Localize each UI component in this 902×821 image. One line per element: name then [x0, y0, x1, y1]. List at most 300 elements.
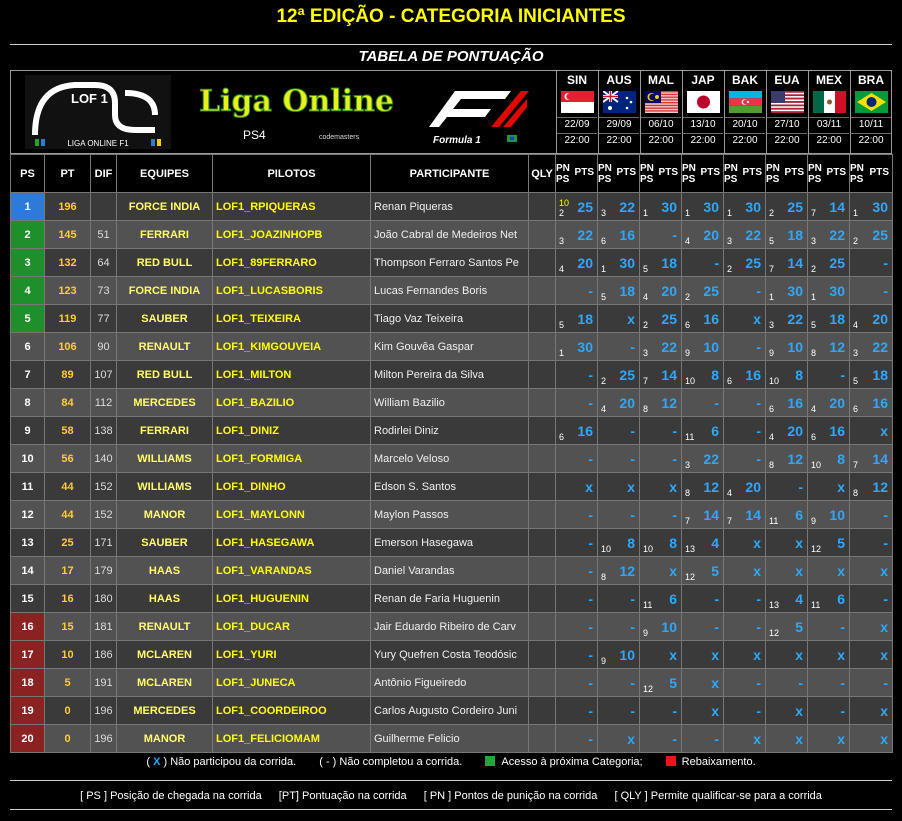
team-cell: MCLAREN: [117, 641, 213, 669]
race-points: x: [753, 563, 761, 579]
position-cell: 2: [11, 221, 45, 249]
brazil-flag-icon: [855, 91, 888, 113]
race-position: 6: [727, 376, 733, 386]
legend-red: Rebaixamento.: [666, 756, 756, 768]
race-position: 4: [601, 404, 607, 414]
race-points: -: [756, 619, 761, 635]
ps-label: PS: [598, 173, 612, 185]
position-cell: 20: [11, 725, 45, 753]
race-header-sin: [556, 71, 597, 153]
position-cell: 12: [11, 501, 45, 529]
race-result-cell: [766, 697, 808, 725]
race-position: 2: [727, 264, 733, 274]
table-row: [11, 249, 893, 277]
qly-cell: [529, 249, 556, 277]
pilot-cell: LOF1_LUCASBORIS: [213, 277, 371, 305]
race-position: 9: [643, 628, 649, 638]
race-points: -: [588, 619, 593, 635]
race-position: 2: [853, 236, 859, 246]
ps-label: PS: [850, 173, 864, 185]
race-result-cell: [850, 501, 893, 529]
race-position: 3: [811, 236, 817, 246]
points-cell: 15: [45, 613, 91, 641]
race-result-cell: [724, 669, 766, 697]
race-result-cell: [640, 557, 682, 585]
race-points: -: [798, 479, 803, 495]
race-position: 4: [685, 236, 691, 246]
race-points: -: [630, 619, 635, 635]
table-row: [11, 613, 893, 641]
race-points: -: [630, 703, 635, 719]
diff-cell: 171: [91, 529, 117, 557]
race-points: -: [840, 367, 845, 383]
race-result-cell: [640, 529, 682, 557]
points-cell: 196: [45, 193, 91, 221]
race-points: x: [711, 647, 719, 663]
race-result-cell: [766, 389, 808, 417]
race-position: 3: [769, 320, 775, 330]
race-position: 3: [643, 348, 649, 358]
points-cell: 58: [45, 417, 91, 445]
race-points: 12: [703, 479, 719, 495]
race-points: 22: [872, 339, 888, 355]
race-result-cell: [682, 445, 724, 473]
race-points: -: [588, 283, 593, 299]
participant-cell: Renan de Faria Huguenin: [371, 585, 529, 613]
table-row: [11, 557, 893, 585]
race-result-cell: [724, 445, 766, 473]
diff-cell: 186: [91, 641, 117, 669]
race-result-cell: [724, 725, 766, 753]
race-date: 06/10: [641, 117, 681, 133]
qly-cell: [529, 473, 556, 501]
race-points: 6: [669, 591, 677, 607]
ps-label: PS: [682, 173, 696, 185]
pilot-cell: LOF1_DINIZ: [213, 417, 371, 445]
team-cell: MERCEDES: [117, 697, 213, 725]
position-cell: 9: [11, 417, 45, 445]
race-position: 7: [727, 516, 733, 526]
race-result-cell: [850, 697, 893, 725]
race-result-cell: [808, 361, 850, 389]
race-result-cell: [682, 417, 724, 445]
race-result-cell: [850, 389, 893, 417]
race-points: 4: [795, 591, 803, 607]
qly-cell: [529, 613, 556, 641]
race-position: 5: [811, 320, 817, 330]
race-position: 10: [601, 544, 612, 554]
col-race-bak: [724, 155, 766, 193]
race-points: 12: [661, 395, 677, 411]
participant-cell: Carlos Augusto Cordeiro Juni: [371, 697, 529, 725]
race-result-cell: [556, 557, 598, 585]
race-points: -: [714, 619, 719, 635]
race-result-cell: [640, 193, 682, 221]
team-cell: RENAULT: [117, 333, 213, 361]
table-row: [11, 333, 893, 361]
race-result-cell: [556, 641, 598, 669]
race-result-cell: [598, 613, 640, 641]
race-time: 22:00: [851, 133, 891, 149]
pn-label: PN: [850, 162, 864, 174]
race-result-cell: [724, 193, 766, 221]
race-result-cell: [724, 305, 766, 333]
participant-cell: William Bazilio: [371, 389, 529, 417]
race-points: 16: [745, 367, 761, 383]
race-result-cell: [850, 473, 893, 501]
race-date: 13/10: [683, 117, 723, 133]
race-position: 10: [769, 376, 780, 386]
points-cell: 123: [45, 277, 91, 305]
liga-online-logo: [191, 77, 411, 147]
race-result-cell: [850, 305, 893, 333]
race-result-cell: [808, 277, 850, 305]
qly-cell: [529, 669, 556, 697]
race-time: 22:00: [641, 133, 681, 149]
points-cell: 0: [45, 725, 91, 753]
race-date: 29/09: [599, 117, 639, 133]
team-cell: FERRARI: [117, 417, 213, 445]
race-points: -: [840, 619, 845, 635]
race-result-cell: [766, 473, 808, 501]
race-points: -: [630, 423, 635, 439]
race-points: -: [588, 591, 593, 607]
race-result-cell: [724, 641, 766, 669]
race-result-cell: [766, 725, 808, 753]
race-result-cell: [682, 389, 724, 417]
race-position: 13: [769, 600, 780, 610]
race-points: x: [753, 647, 761, 663]
position-cell: 7: [11, 361, 45, 389]
race-points: -: [630, 339, 635, 355]
race-result-cell: [682, 249, 724, 277]
race-result-cell: [850, 585, 893, 613]
pn-label: PN: [556, 162, 570, 174]
race-points: -: [883, 591, 888, 607]
race-points: 22: [619, 199, 635, 215]
race-points: x: [880, 703, 888, 719]
race-code: EUA: [774, 73, 800, 87]
race-result-cell: [640, 361, 682, 389]
points-cell: 119: [45, 305, 91, 333]
race-points: 20: [577, 255, 593, 271]
pilot-cell: LOF1_COORDEIROO: [213, 697, 371, 725]
pilot-cell: LOF1_MAYLONN: [213, 501, 371, 529]
race-result-cell: [850, 361, 893, 389]
race-result-cell: [766, 669, 808, 697]
diff-cell: 180: [91, 585, 117, 613]
race-header-eua: [766, 71, 807, 153]
race-points: x: [880, 619, 888, 635]
race-points: 20: [619, 395, 635, 411]
participant-cell: Maylon Passos: [371, 501, 529, 529]
race-result-cell: [598, 417, 640, 445]
race-position: 8: [811, 348, 817, 358]
race-result-cell: [682, 669, 724, 697]
race-points: 30: [787, 283, 803, 299]
race-points: -: [588, 367, 593, 383]
qly-cell: [529, 557, 556, 585]
race-points: 16: [829, 423, 845, 439]
team-cell: HAAS: [117, 557, 213, 585]
qly-cell: [529, 305, 556, 333]
ps-label: PS: [724, 173, 738, 185]
race-points: -: [672, 703, 677, 719]
race-points: -: [883, 283, 888, 299]
race-position: 12: [769, 628, 780, 638]
points-cell: 44: [45, 501, 91, 529]
race-points: 18: [829, 311, 845, 327]
race-points: 5: [711, 563, 719, 579]
race-points: -: [714, 731, 719, 747]
race-position: 4: [853, 320, 859, 330]
col-ps: PS: [11, 155, 45, 193]
race-points: 5: [837, 535, 845, 551]
pn-label: PN: [808, 162, 822, 174]
qly-cell: [529, 221, 556, 249]
race-position: 6: [601, 236, 607, 246]
race-position: 11: [769, 516, 779, 526]
table-row: [11, 417, 893, 445]
race-result-cell: [850, 669, 893, 697]
pn-label: PN: [682, 162, 696, 174]
race-result-cell: [766, 557, 808, 585]
race-position: 11: [811, 600, 821, 610]
race-position: 1: [643, 208, 649, 218]
pilot-cell: LOF1_YURI: [213, 641, 371, 669]
table-row: [11, 445, 893, 473]
race-position: 8: [643, 404, 649, 414]
points-cell: 0: [45, 697, 91, 725]
table-row: [11, 585, 893, 613]
japan-flag-icon: [687, 91, 720, 113]
race-result-cell: [598, 473, 640, 501]
table-row: [11, 697, 893, 725]
position-cell: 13: [11, 529, 45, 557]
race-result-cell: [598, 445, 640, 473]
legend-ps: [ PS ] Posição de chegada na corrida: [80, 790, 262, 802]
legend: [0, 756, 902, 778]
pn-label: PN: [640, 162, 654, 174]
pts-label: PTS: [658, 167, 678, 178]
race-time: 22:00: [767, 133, 807, 149]
race-position: 2: [685, 292, 691, 302]
race-result-cell: [556, 221, 598, 249]
race-points: -: [588, 731, 593, 747]
race-result-cell: [598, 361, 640, 389]
race-result-cell: [682, 193, 724, 221]
race-result-cell: [682, 501, 724, 529]
race-points: -: [672, 507, 677, 523]
mexico-flag-icon: [813, 91, 846, 113]
position-cell: 10: [11, 445, 45, 473]
race-points: x: [880, 563, 888, 579]
race-result-cell: [598, 725, 640, 753]
race-points: 30: [872, 199, 888, 215]
race-result-cell: [724, 529, 766, 557]
race-position: 3: [685, 460, 691, 470]
race-result-cell: [850, 277, 893, 305]
usa-flag-icon: [771, 91, 804, 113]
svg-text:PS4: PS4: [243, 128, 266, 142]
race-position: 12: [685, 572, 696, 582]
points-cell: 44: [45, 473, 91, 501]
race-result-cell: [682, 305, 724, 333]
race-points: 25: [787, 199, 803, 215]
team-cell: FORCE INDIA: [117, 277, 213, 305]
race-points: -: [588, 395, 593, 411]
race-code: SIN: [566, 73, 587, 87]
race-points: 20: [872, 311, 888, 327]
race-position: 2: [559, 208, 565, 218]
diff-cell: 152: [91, 473, 117, 501]
race-result-cell: [724, 333, 766, 361]
pilot-cell: LOF1_MILTON: [213, 361, 371, 389]
pts-label: PTS: [826, 167, 846, 178]
qly-cell: [529, 725, 556, 753]
race-points: -: [883, 507, 888, 523]
race-header-aus: [598, 71, 639, 153]
qly-cell: [529, 333, 556, 361]
race-points: 6: [795, 507, 803, 523]
participant-cell: Emerson Hasegawa: [371, 529, 529, 557]
race-points: x: [627, 479, 635, 495]
race-points: x: [669, 479, 677, 495]
race-position: 10: [685, 376, 696, 386]
race-points: 18: [661, 255, 677, 271]
race-result-cell: [808, 249, 850, 277]
race-points: 18: [619, 283, 635, 299]
race-result-cell: [724, 389, 766, 417]
team-cell: SAUBER: [117, 529, 213, 557]
race-position: 4: [559, 264, 565, 274]
race-points: x: [837, 647, 845, 663]
race-result-cell: [556, 473, 598, 501]
position-cell: 3: [11, 249, 45, 277]
race-result-cell: [556, 361, 598, 389]
race-points: 10: [787, 339, 803, 355]
race-time: 22:00: [599, 133, 639, 149]
race-result-cell: [682, 333, 724, 361]
race-time: 22:00: [683, 133, 723, 149]
race-points: 8: [627, 535, 635, 551]
race-code: AUS: [606, 73, 632, 87]
race-points: 22: [745, 227, 761, 243]
race-points: 16: [787, 395, 803, 411]
race-result-cell: [850, 725, 893, 753]
race-result-cell: [556, 193, 598, 221]
race-result-cell: [598, 221, 640, 249]
race-result-cell: [808, 557, 850, 585]
race-result-cell: [640, 697, 682, 725]
position-cell: 11: [11, 473, 45, 501]
race-result-cell: [766, 221, 808, 249]
race-result-cell: [598, 193, 640, 221]
pts-label: PTS: [869, 167, 889, 178]
race-points: 20: [787, 423, 803, 439]
team-cell: SAUBER: [117, 305, 213, 333]
race-points: x: [627, 311, 635, 327]
table-row: [11, 305, 893, 333]
race-position: 3: [727, 236, 733, 246]
diff-cell: 64: [91, 249, 117, 277]
participant-cell: Milton Pereira da Silva: [371, 361, 529, 389]
points-cell: 5: [45, 669, 91, 697]
pilot-cell: LOF1_BAZILIO: [213, 389, 371, 417]
race-result-cell: [598, 501, 640, 529]
race-position: 4: [769, 432, 775, 442]
race-result-cell: [724, 361, 766, 389]
team-cell: WILLIAMS: [117, 445, 213, 473]
col-pt: PT: [45, 155, 91, 193]
qly-cell: [529, 697, 556, 725]
pn-label: PN: [724, 162, 738, 174]
race-points: -: [672, 731, 677, 747]
race-result-cell: [598, 529, 640, 557]
race-result-cell: [808, 389, 850, 417]
race-position: 10: [811, 460, 822, 470]
diff-cell: 152: [91, 501, 117, 529]
race-position: 11: [685, 432, 695, 442]
table-row: [11, 725, 893, 753]
race-position: 5: [769, 236, 775, 246]
race-points: x: [880, 731, 888, 747]
race-points: -: [883, 675, 888, 691]
diff-cell: 107: [91, 361, 117, 389]
participant-cell: Lucas Fernandes Boris: [371, 277, 529, 305]
col-race-mex: [808, 155, 850, 193]
team-cell: MANOR: [117, 725, 213, 753]
team-cell: RED BULL: [117, 249, 213, 277]
race-points: -: [588, 535, 593, 551]
race-points: 20: [661, 283, 677, 299]
race-result-cell: [724, 221, 766, 249]
diff-cell: 112: [91, 389, 117, 417]
race-result-cell: [556, 333, 598, 361]
race-result-cell: [640, 277, 682, 305]
race-result-cell: [766, 501, 808, 529]
race-points: 25: [703, 283, 719, 299]
race-points: 18: [577, 311, 593, 327]
race-result-cell: [640, 333, 682, 361]
race-position: 11: [643, 600, 653, 610]
race-result-cell: [808, 501, 850, 529]
race-points: -: [714, 591, 719, 607]
race-position: 1: [601, 264, 607, 274]
race-points: x: [795, 647, 803, 663]
race-result-cell: [598, 557, 640, 585]
team-cell: MERCEDES: [117, 389, 213, 417]
race-position: 4: [643, 292, 649, 302]
diff-cell: 181: [91, 613, 117, 641]
race-points: x: [795, 535, 803, 551]
race-result-cell: [598, 305, 640, 333]
race-date: 10/11: [851, 117, 891, 133]
race-result-cell: [598, 697, 640, 725]
race-points: -: [588, 451, 593, 467]
points-cell: 89: [45, 361, 91, 389]
race-result-cell: [766, 333, 808, 361]
race-result-cell: [766, 277, 808, 305]
race-result-cell: [682, 613, 724, 641]
race-points: -: [756, 395, 761, 411]
f1-logo: [421, 79, 531, 147]
pilot-cell: LOF1_HASEGAWA: [213, 529, 371, 557]
pilot-cell: LOF1_VARANDAS: [213, 557, 371, 585]
race-points: 22: [577, 227, 593, 243]
pts-label: PTS: [574, 167, 594, 178]
diff-cell: 138: [91, 417, 117, 445]
